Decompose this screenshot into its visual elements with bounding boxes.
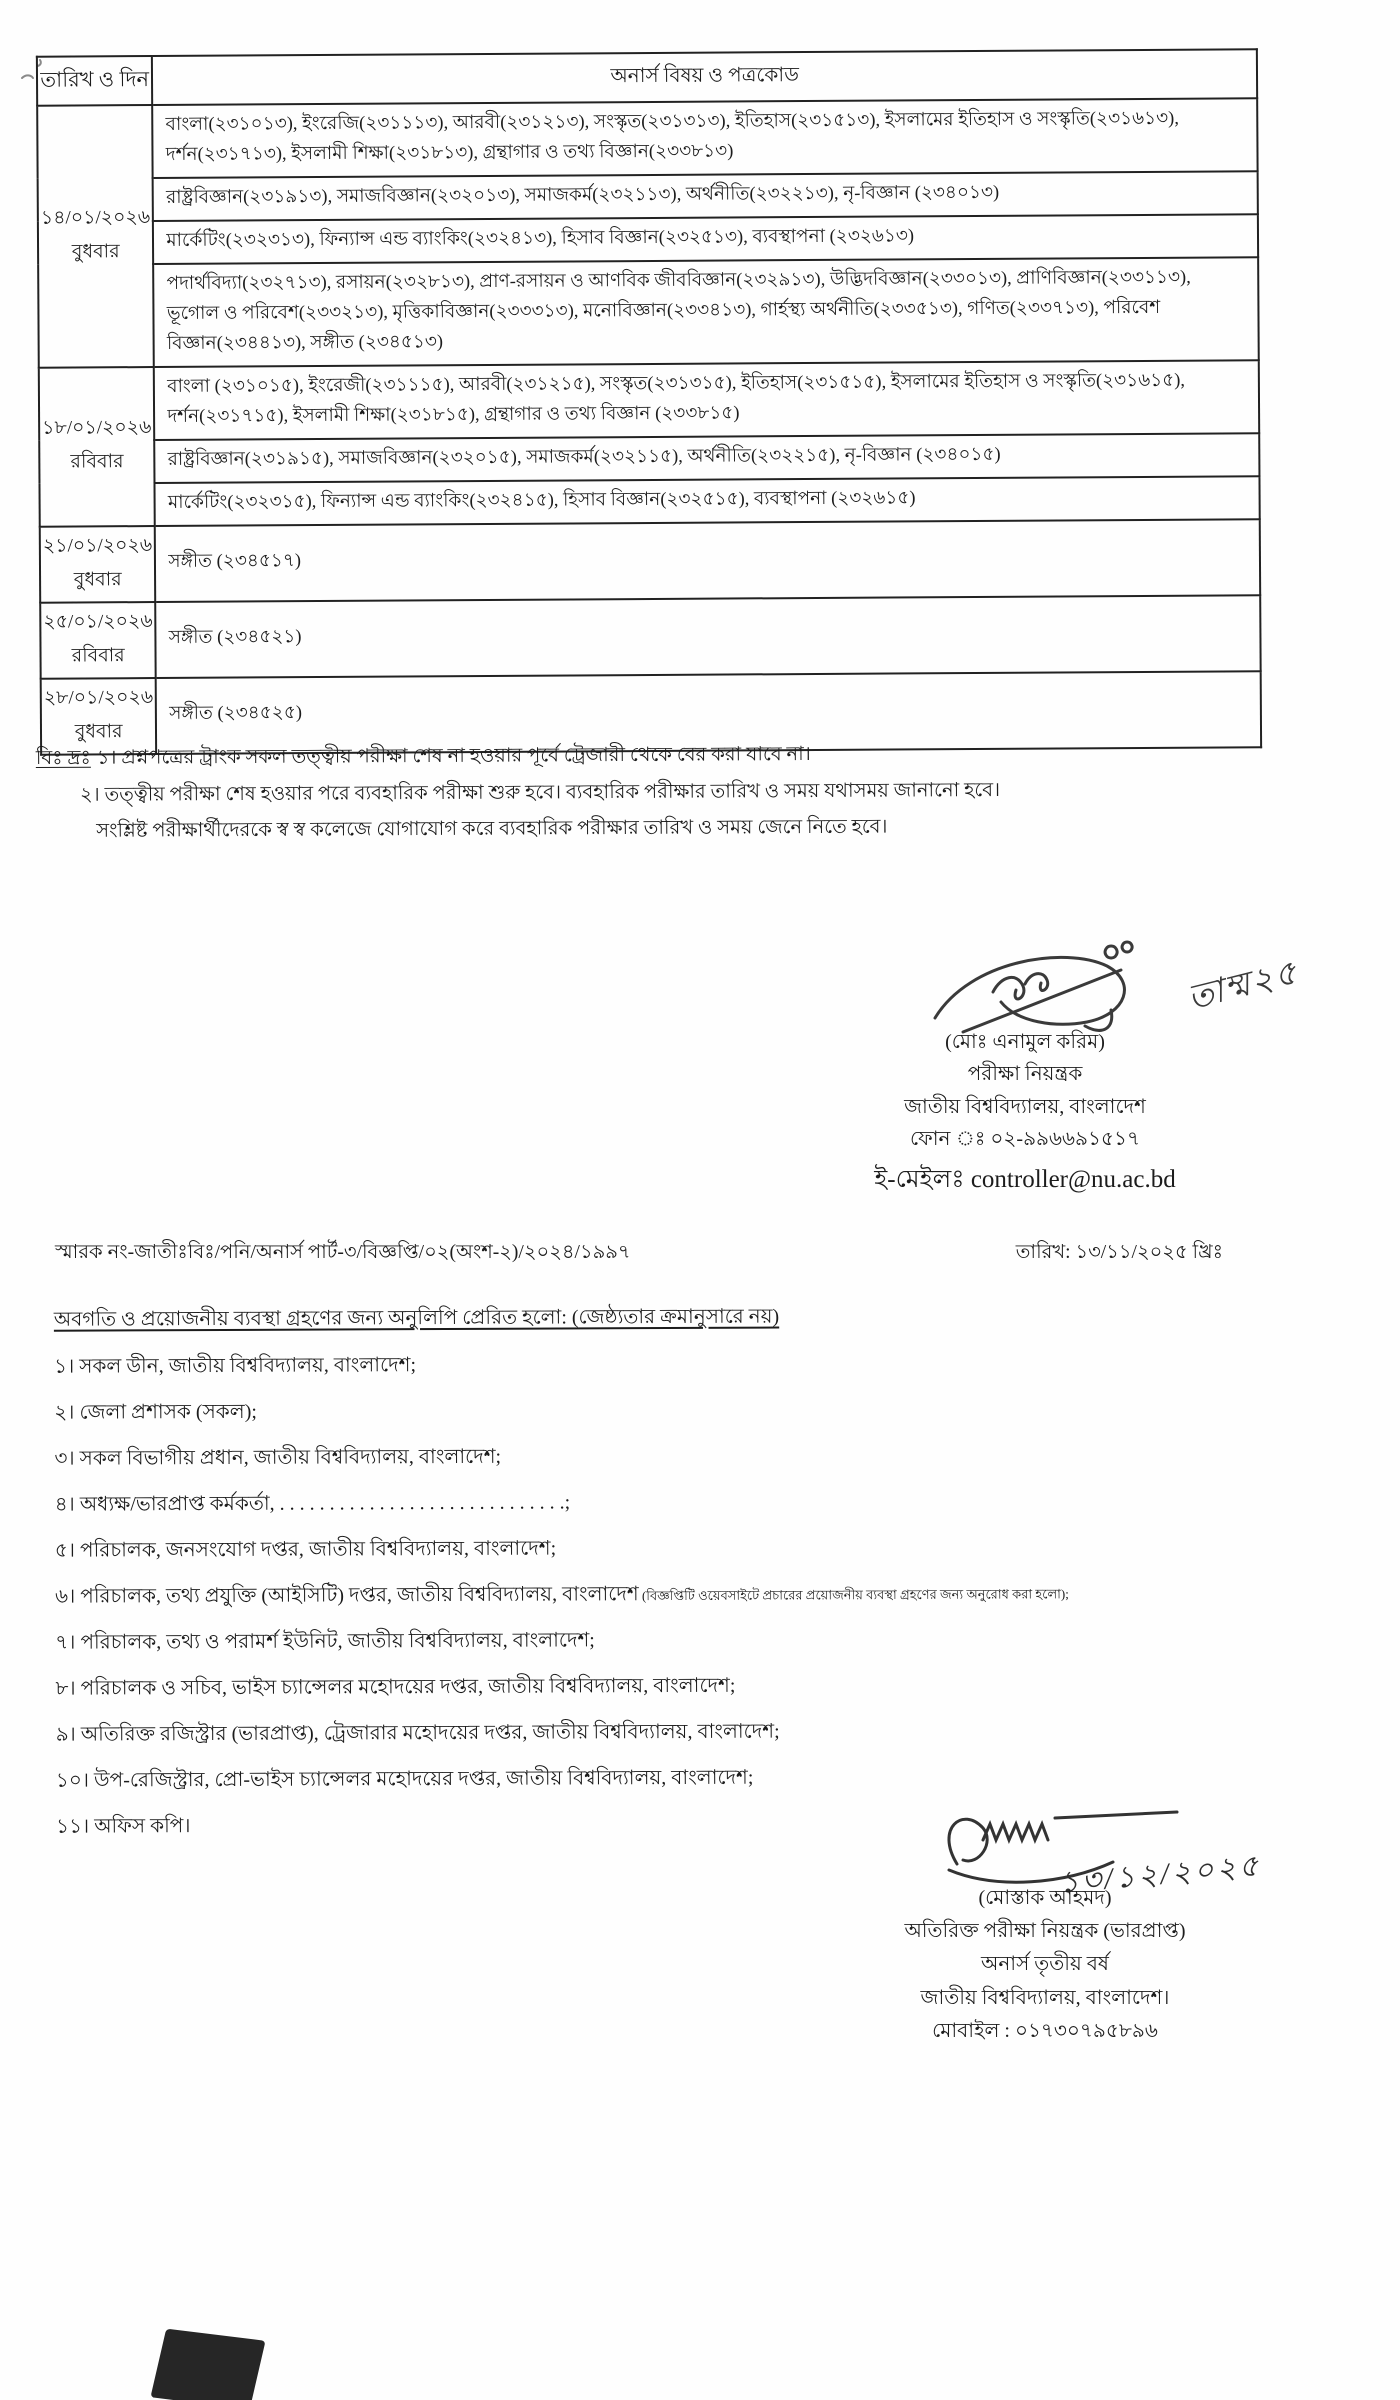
table-row — [39, 476, 1259, 526]
exam-day: বুধবার — [71, 241, 120, 263]
exam-date-cell — [39, 367, 155, 527]
subject-codes-cell: পদার্থবিদ্যা(২৩২৭১৩), রসায়ন(২৩২৮১৩), প্রাণ-রসায়ন ও আণবিক জীববিজ্ঞান(২৩২৯১৩), উদ্ভিদবিজ্ঞান(২৩৩০১৩), প্রাণিবিজ্ঞান(২৩৩১১৩), ভূগোল ও পরিবেশ(২৩৩২১৩), মৃত্তিকাবিজ্ঞান(২৩৩৩১৩), মনোবিজ্ঞান(২৩৩৪১৩), গার্হস্থ্য অর্থনীতি(২৩৩৫১৩), গণিত(২৩৩৭১৩), পরিবেশ বিজ্ঞান(২৩৪৪১৩), সঙ্গীত (২৩৪৫১৩) — [153, 257, 1258, 367]
controller-phone: ফোন ঃ ০২-৯৯৬৬৯১৫১৭ — [910, 1128, 1140, 1151]
memo-row — [55, 1238, 1223, 1270]
scan-artifact-blob — [150, 2329, 265, 2400]
schedule-table-body — [37, 98, 1261, 754]
distribution-heading: অবগতি ও প্রয়োজনীয় ব্যবস্থা গ্রহণের জন্য অনুলিপি প্রেরিত হলো: (জেষ্ঠ্যতার ক্রমানুসারে নয়) — [53, 1305, 780, 1331]
exam-date-cell — [37, 105, 154, 367]
handwritten-date: ১৩/১২/২০২৫ — [1058, 1849, 1264, 1900]
distribution-item-text: ১১। অফিস কপি। — [56, 1815, 191, 1838]
distribution-item — [55, 1576, 1295, 1614]
table-row — [39, 433, 1259, 483]
table-row — [40, 519, 1260, 602]
exam-date-cell — [40, 526, 156, 603]
exam-schedule-table — [36, 48, 1262, 755]
distribution-item — [55, 1668, 1295, 1706]
additional-controller-org: জাতীয় বিশ্ববিদ্যালয়, বাংলাদেশ। — [920, 1986, 1170, 2009]
controller-signature-scribble-icon — [875, 940, 1175, 1040]
distribution-item-text: ৯। অতিরিক্ত রজিস্ট্রার (ভারপ্রাপ্ত), ট্রেজারার মহোদয়ের দপ্তর, জাতীয় বিশ্ববিদ্যালয়, বাংলাদেশ; — [55, 1720, 780, 1746]
subject-codes-cell: মার্কেটিং(২৩২৩১৫), ফিন্যান্স এন্ড ব্যাংকিং(২৩২৪১৫), হিসাব বিজ্ঞান(২৩২৫১৫), ব্যবস্থাপনা (২৩২৬১৫) — [155, 476, 1260, 526]
subject-codes-cell: রাষ্ট্রবিজ্ঞান(২৩১৯১৩), সমাজবিজ্ঞান(২৩২০১৩), সমাজকর্ম(২৩২১১৩), অর্থনীতি(২৩২২১৩), নৃ-বিজ্ঞান (২৩৪০১৩) — [153, 171, 1258, 221]
notes-section — [36, 739, 1197, 846]
distribution-section — [54, 1299, 1296, 1857]
memo-date: তারিখ: ১৩/১১/২০২৫ খ্রিঃ — [1015, 1242, 1223, 1263]
exam-date: ১৪/০১/২০২৬ — [40, 206, 151, 229]
note-item-2: ২। তত্ত্বীয় পরীক্ষা শেষ হওয়ার পরে ব্যবহারিক পরীক্ষা শুরু হবে। ব্যবহারিক পরীক্ষার তারিখ ও সময় যথাসময় জানানো হবে। — [79, 779, 1001, 806]
distribution-item-text: ৫। পরিচালক, জনসংযোগ দপ্তর, জাতীয় বিশ্ববিদ্যালয়, বাংলাদেশ; — [54, 1537, 557, 1562]
table-row — [38, 171, 1258, 221]
distribution-item-text: ৮। পরিচালক ও সচিব, ভাইস চ্যান্সেলর মহোদয়ের দপ্তর, জাতীয় বিশ্ববিদ্যালয়, বাংলাদেশ; — [55, 1674, 736, 1700]
subject-codes-cell: সঙ্গীত (২৩৪৫১৭) — [155, 519, 1260, 602]
controller-name: (মোঃ এনামুল করিম) — [945, 1031, 1105, 1053]
date-day-header: তারিখ ও দিন — [37, 56, 153, 106]
table-row — [40, 595, 1260, 678]
subject-codes-cell: সঙ্গীত (২৩৪৫২১) — [156, 595, 1261, 678]
distribution-item-text: ২। জেলা প্রশাসক (সকল); — [54, 1400, 257, 1424]
subject-codes-cell: বাংলা(২৩১০১৩), ইংরেজি(২৩১১১৩), আরবী(২৩১২১৩), সংস্কৃত(২৩১৩১৩), ইতিহাস(২৩১৫১৩), ইসলামের ইতিহাস ও সংস্কৃতি(২৩১৬১৩), দর্শন(২৩১৭১৩), ইসলামী শিক্ষা(২৩১৮১৩), গ্রন্থাগার ও তথ্য বিজ্ঞান(২৩৩৮১৩) — [153, 98, 1258, 178]
note-item-2-continued: সংশ্লিষ্ট পরীক্ষার্থীদেরকে স্ব স্ব কলেজে যোগাযোগ করে ব্যবহারিক পরীক্ষার তারিখ ও সময় জেনে নিতে হবে। — [96, 816, 888, 843]
additional-controller-session: অনার্স তৃতীয় বর্ষ — [981, 1953, 1109, 1976]
subject-codes-cell: রাষ্ট্রবিজ্ঞান(২৩১৯১৫), সমাজবিজ্ঞান(২৩২০১৫), সমাজকর্ম(২৩২১১৫), অর্থনীতি(২৩২২১৫), নৃ-বিজ্ঞান (২৩৪০১৫) — [155, 433, 1260, 483]
distribution-item-text: ৪। অধ্যক্ষ/ভারপ্রাপ্ত কর্মকর্তা, . . . . . . . . . . . . . . . . . . . . . . . . . . . . .; — [54, 1491, 571, 1516]
controller-org: জাতীয় বিশ্ববিদ্যালয়, বাংলাদেশ — [904, 1095, 1146, 1118]
exam-date-cell — [41, 678, 157, 755]
exam-date: ২১/০১/২০২৬ — [42, 534, 153, 557]
memo-number: স্মারক নং-জাতীঃবিঃ/পনি/অনার্স পার্ট-৩/বিজ্ঞপ্তি/০২(অংশ-২)/২০২৪/১৯৯৭ — [55, 1242, 631, 1263]
note-item-1: ১। প্রশ্নপত্রের ট্রাংক সকল তত্ত্বীয় পরীক্ষা শেষ না হওয়ার পূর্বে ট্রেজারী থেকে বের করা যাবে না। — [96, 743, 811, 769]
distribution-item — [56, 1760, 1296, 1798]
table-header-row — [37, 49, 1257, 105]
exam-day: বুধবার — [73, 568, 122, 591]
distribution-item — [55, 1622, 1295, 1660]
exam-date: ১৮/০১/২০২৬ — [42, 417, 152, 439]
distribution-item-text: ৩। সকল বিভাগীয় প্রধান, জাতীয় বিশ্ববিদ্যালয়, বাংলাদেশ; — [54, 1445, 502, 1470]
distribution-item — [54, 1392, 1294, 1430]
additional-controller-mobile: মোবাইল : ০১৭৩০৭৯৫৮৯৬ — [932, 2019, 1158, 2042]
distribution-list — [54, 1346, 1296, 1844]
subject-codes-cell: মার্কেটিং(২৩২৩১৩), ফিন্যান্স এন্ড ব্যাংকিং(২৩২৪১৩), হিসাব বিজ্ঞান(২৩২৫১৩), ব্যবস্থাপনা (২৩২৬১৩) — [153, 214, 1258, 264]
additional-controller-title: অতিরিক্ত পরীক্ষা নিয়ন্ত্রক (ভারপ্রাপ্ত) — [904, 1920, 1186, 1943]
distribution-item-text: ৭। পরিচালক, তথ্য ও পরামর্শ ইউনিট, জাতীয় বিশ্ববিদ্যালয়, বাংলাদেশ; — [55, 1629, 595, 1654]
distribution-item — [54, 1438, 1294, 1476]
table-row — [38, 214, 1258, 264]
distribution-item-text: ১০। উপ-রেজিস্ট্রার, প্রো-ভাইস চ্যান্সেলর মহোদয়ের দপ্তর, জাতীয় বিশ্ববিদ্যালয়, বাংলাদেশ; — [55, 1766, 754, 1792]
table-row — [38, 257, 1259, 367]
exam-date: ২৮/০১/২০২৬ — [43, 686, 154, 709]
handwritten-flourish: তাম্ম২৫ — [1184, 953, 1303, 1018]
exam-date: ২৫/০১/২০২৬ — [43, 610, 153, 633]
additional-controller-name: (মোস্তাক আহমদ) — [978, 1887, 1112, 1909]
subject-codes-cell: সঙ্গীত (২৩৪৫২৫) — [156, 671, 1261, 754]
table-row — [37, 98, 1257, 178]
subject-codes-cell: বাংলা (২৩১০১৫), ইংরেজী(২৩১১১৫), আরবী(২৩১২১৫), সংস্কৃত(২৩১৩১৫), ইতিহাস(২৩১৫১৫), ইসলামের ইতিহাস ও সংস্কৃতি(২৩১৬১৫), দর্শন(২৩১৭১৫), ইসলামী শিক্ষা(২৩১৮১৫), গ্রন্থাগার ও তথ্য বিজ্ঞান (২৩৩৮১৫) — [154, 360, 1259, 440]
distribution-item-text: ১। সকল ডীন, জাতীয় বিশ্ববিদ্যালয়, বাংলাদেশ; — [54, 1354, 417, 1378]
note-line-1 — [36, 739, 1196, 773]
exam-date-cell — [40, 602, 156, 679]
distribution-item-text: ৬। পরিচালক, তথ্য প্রযুক্তি (আইসিটি) দপ্তর, জাতীয় বিশ্ববিদ্যালয়, বাংলাদেশ — [55, 1583, 639, 1608]
controller-signature-block — [790, 940, 1303, 1200]
distribution-item — [55, 1484, 1295, 1522]
exam-schedule-table-wrap — [36, 48, 1262, 755]
distribution-item — [54, 1346, 1294, 1384]
note-label: বিঃ দ্রঃ — [35, 747, 91, 770]
distribution-item-note: (বিজ্ঞপ্তিটি ওয়েবসাইটে প্রচারের প্রয়োজনীয় ব্যবস্থা গ্রহণের জন্য অনুরোধ করা হলো); — [638, 1586, 1069, 1604]
controller-email: ই-মেইলঃ controller@nu.ac.bd — [874, 1165, 1176, 1193]
controller-title: পরীক্ষা নিয়ন্ত্রক — [967, 1063, 1083, 1086]
exam-day: বুধবার — [74, 720, 123, 743]
distribution-item — [55, 1530, 1295, 1568]
subject-code-header: অনার্স বিষয় ও পত্রকোড — [152, 49, 1257, 105]
table-row — [39, 360, 1259, 440]
exam-day: রবিবার — [70, 451, 124, 473]
additional-controller-signature-block — [810, 1798, 1280, 2048]
exam-day: রবিবার — [71, 644, 125, 667]
distribution-item — [56, 1714, 1296, 1752]
